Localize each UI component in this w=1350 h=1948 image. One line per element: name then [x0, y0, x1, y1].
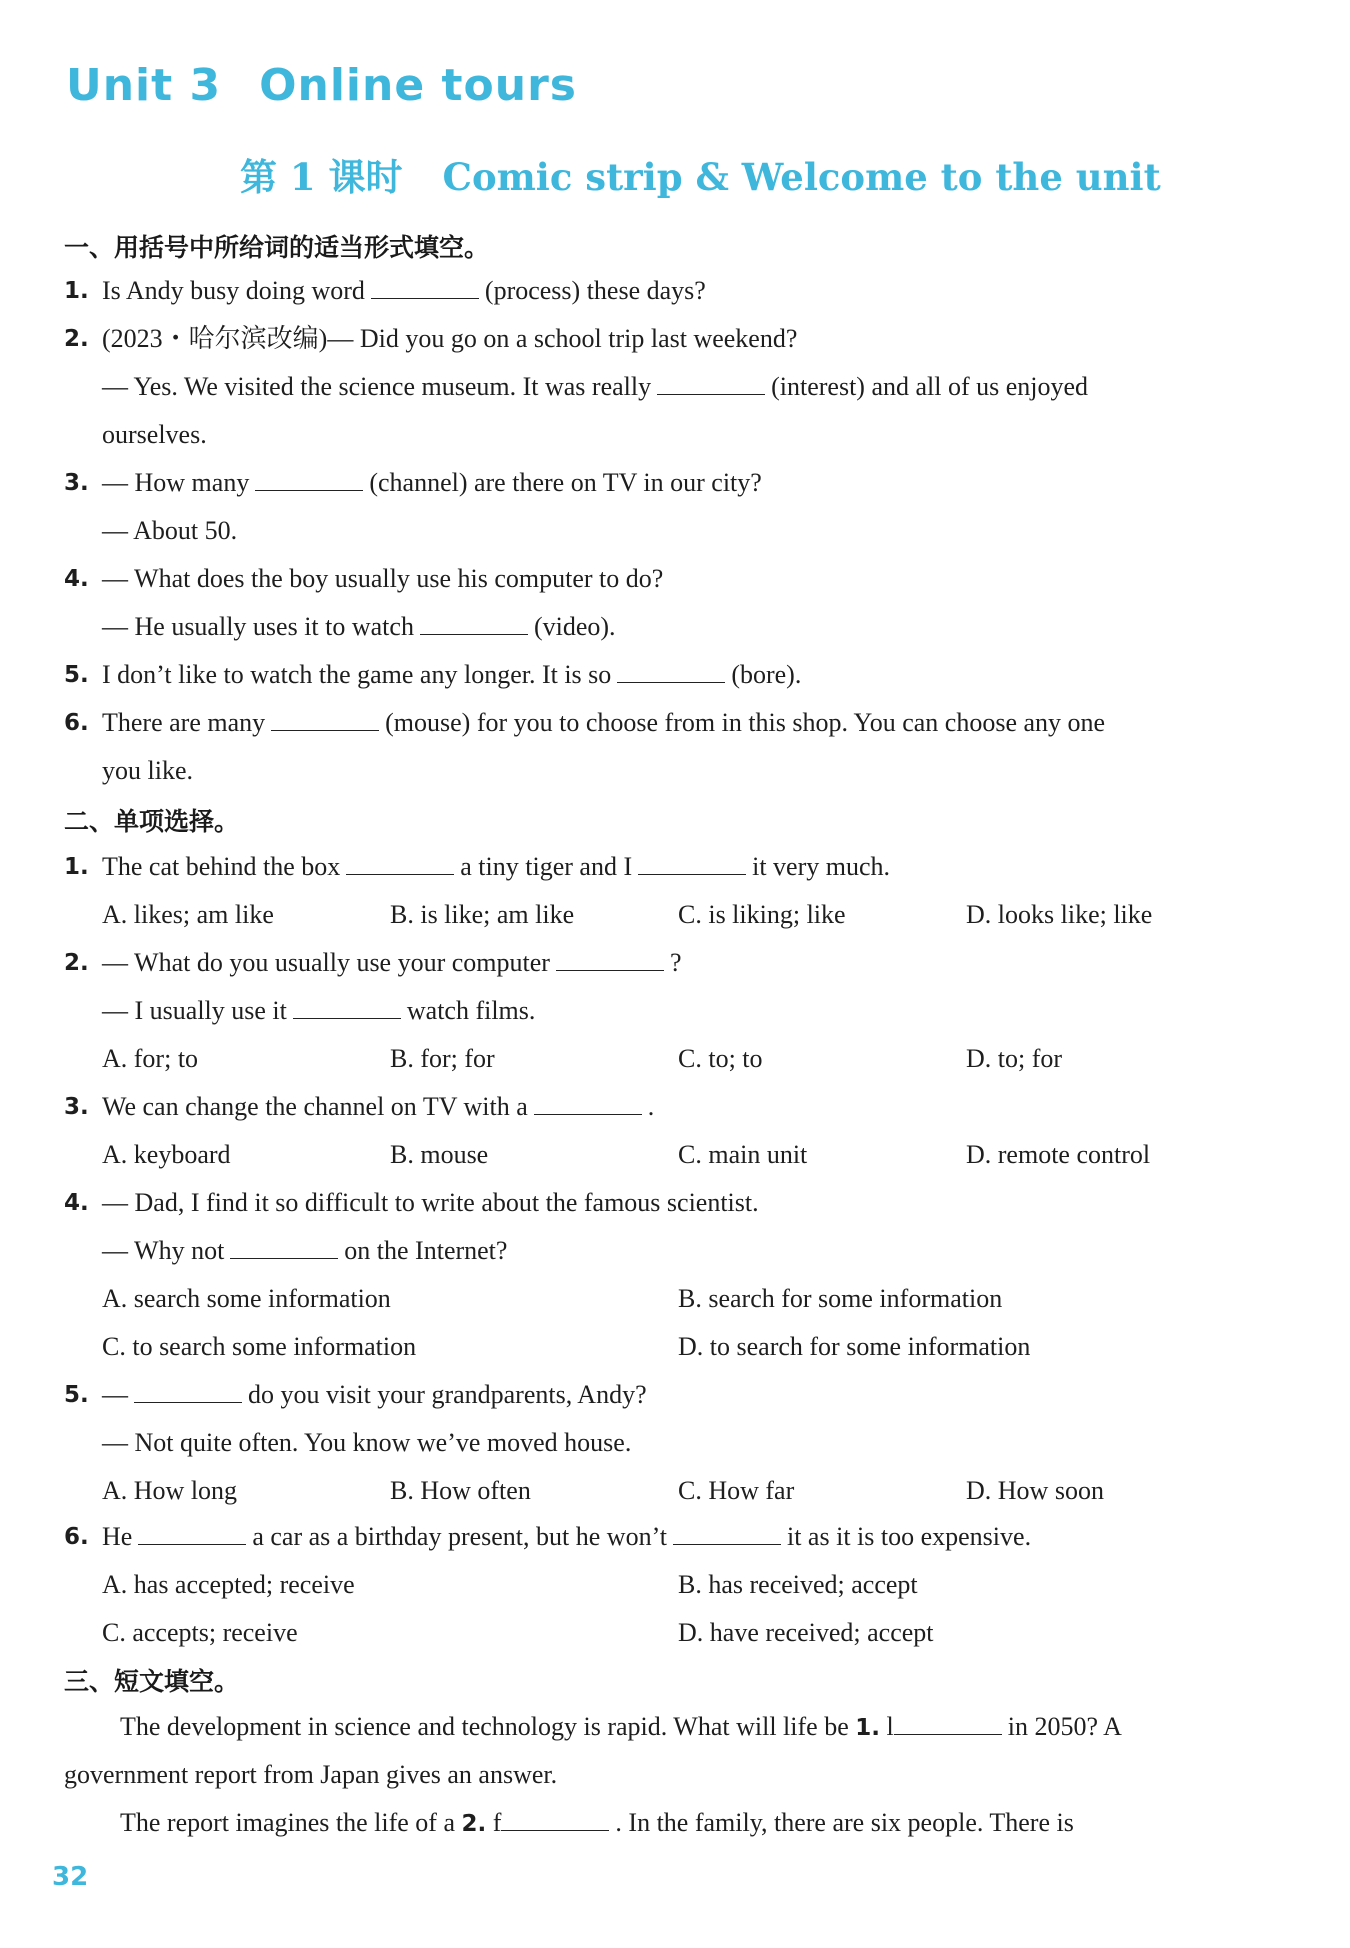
answer-blank: [420, 612, 528, 635]
option-b: B. is like; am like: [390, 900, 575, 929]
s2-q4-number: 4.: [64, 1190, 89, 1216]
s2-q3-pre: We can change the channel on TV with a: [102, 1092, 528, 1121]
s1-q2-line1: (2023・哈尔滨改编)— Did you go on a school trip last weekend?: [102, 324, 798, 353]
section-1-title: 一、用括号中所给词的适当形式填空。: [64, 233, 490, 262]
option-a: A. has accepted; receive: [102, 1570, 355, 1599]
s2-q6-number: 6.: [64, 1524, 89, 1550]
passage-text: The development in science and technology is rapid. What will life be: [120, 1712, 849, 1741]
answer-blank: [638, 852, 746, 875]
s1-q5-text: [102, 658, 801, 692]
option-a: A. keyboard: [102, 1140, 231, 1169]
s2-q3-number: 3.: [64, 1094, 89, 1120]
blank-number: 1.: [855, 1715, 880, 1741]
option-d: D. have received; accept: [678, 1618, 934, 1647]
s2-q4-line1: — Dad, I find it so difficult to write about the famous scientist.: [102, 1188, 759, 1217]
s2-q6-part-b: a car as a birthday present, but he won’t: [252, 1522, 667, 1551]
s1-q1-number: 1.: [64, 278, 89, 304]
lesson-title: [240, 147, 1161, 201]
blank-first-letter: l: [886, 1712, 894, 1741]
s1-q1-pre: Is Andy busy doing word: [102, 276, 365, 305]
answer-blank: [371, 276, 479, 299]
s1-q2-number: 2.: [64, 326, 89, 352]
option-a: A. How long: [102, 1476, 238, 1505]
answer-blank: [534, 1092, 642, 1115]
lesson-number: 第 1 课时: [240, 155, 403, 199]
s2-q1-number: 1.: [64, 854, 89, 880]
s2-q2-pre2: — I usually use it: [102, 996, 287, 1025]
s1-q3-number: 3.: [64, 470, 89, 496]
option-c: C. is liking; like: [678, 900, 846, 929]
s2-q1-part-a: The cat behind the box: [102, 852, 341, 881]
answer-blank: [673, 1522, 781, 1545]
unit-title: [66, 60, 577, 111]
s1-q6-number: 6.: [64, 710, 89, 736]
s1-q3-post: (channel) are there on TV in our city?: [369, 468, 762, 497]
s2-q1-text: [102, 850, 890, 884]
s2-q5-post: do you visit your grandparents, Andy?: [248, 1380, 647, 1409]
s2-q5-line1: [102, 1378, 647, 1412]
option-a: A. search some information: [102, 1284, 391, 1313]
s1-q1-post: (process) these days?: [484, 276, 706, 305]
option-d: D. looks like; like: [966, 900, 1153, 929]
s1-q3-line1: [102, 466, 762, 500]
option-c: C. accepts; receive: [102, 1618, 298, 1647]
passage-line-3: [120, 1806, 1074, 1841]
answer-blank: [556, 948, 664, 971]
s1-q2-line2: [102, 370, 1088, 404]
option-c: C. How far: [678, 1476, 795, 1505]
answer-blank: [255, 468, 363, 491]
option-c: C. to search some information: [102, 1332, 417, 1361]
s1-q4-pre: — He usually uses it to watch: [102, 612, 414, 641]
answer-blank: [230, 1236, 338, 1259]
option-d: D. How soon: [966, 1476, 1104, 1505]
answer-blank: [617, 660, 725, 683]
s2-q5-line2: — Not quite often. You know we’ve moved house.: [102, 1428, 632, 1457]
answer-blank: [894, 1712, 1002, 1735]
s1-q5-post: (bore).: [731, 660, 802, 689]
option-d: D. to; for: [966, 1044, 1063, 1073]
s2-q2-post2: watch films.: [406, 996, 536, 1025]
s1-q2-pre: — Yes. We visited the science museum. It was really: [102, 372, 652, 401]
s1-q5-number: 5.: [64, 662, 89, 688]
unit-number: Unit 3: [66, 60, 222, 111]
s1-q6-line2: you like.: [102, 756, 193, 785]
s2-q5-pre: —: [102, 1380, 128, 1409]
answer-blank: [271, 708, 379, 731]
option-d: D. to search for some information: [678, 1332, 1031, 1361]
passage-line-2: government report from Japan gives an answer.: [64, 1760, 558, 1789]
option-c: C. main unit: [678, 1140, 808, 1169]
s1-q1-text: [102, 274, 706, 308]
s1-q5-pre: I don’t like to watch the game any longer. It is so: [102, 660, 612, 689]
passage-text: The report imagines the life of a: [120, 1808, 455, 1837]
s2-q2-pre1: — What do you usually use your computer: [102, 948, 550, 977]
s2-q6-part-c: it as it is too expensive.: [786, 1522, 1032, 1551]
option-b: B. search for some information: [678, 1284, 1003, 1313]
s2-q1-part-c: it very much.: [752, 852, 891, 881]
answer-blank: [657, 372, 765, 395]
s1-q4-number: 4.: [64, 566, 89, 592]
option-a: A. likes; am like: [102, 900, 274, 929]
s1-q6-line1: [102, 706, 1105, 740]
s1-q3-pre: — How many: [102, 468, 250, 497]
option-b: B. How often: [390, 1476, 531, 1505]
option-d: D. remote control: [966, 1140, 1151, 1169]
option-b: B. has received; accept: [678, 1570, 918, 1599]
s1-q6-pre: There are many: [102, 708, 266, 737]
s2-q1-part-b: a tiny tiger and I: [460, 852, 633, 881]
s2-q6-text: [102, 1520, 1031, 1554]
s2-q2-post1: ?: [669, 948, 682, 977]
passage-text: . In the family, there are six people. There is: [615, 1808, 1074, 1837]
option-b: B. for; for: [390, 1044, 495, 1073]
s2-q2-line2: [102, 994, 535, 1028]
page-number: 32: [52, 1862, 89, 1892]
s1-q4-post: (video).: [533, 612, 616, 641]
answer-blank: [501, 1808, 609, 1831]
blank-number: 2.: [461, 1811, 487, 1837]
option-b: B. mouse: [390, 1140, 489, 1169]
passage-line-1: [120, 1710, 1122, 1745]
unit-name: Online tours: [259, 60, 577, 111]
s1-q3-line2: — About 50.: [102, 516, 238, 545]
s2-q3-post: .: [647, 1092, 655, 1121]
passage-text: in 2050? A: [1007, 1712, 1122, 1741]
blank-first-letter: f: [492, 1808, 502, 1837]
s1-q4-line2: [102, 610, 616, 644]
s1-q2-post: (interest) and all of us enjoyed: [771, 372, 1089, 401]
answer-blank: [134, 1380, 242, 1403]
option-c: C. to; to: [678, 1044, 763, 1073]
answer-blank: [138, 1522, 246, 1545]
s2-q4-pre: — Why not: [102, 1236, 225, 1265]
s2-q4-line2: [102, 1234, 507, 1268]
s2-q3-text: [102, 1090, 654, 1124]
answer-blank: [293, 996, 401, 1019]
s2-q2-number: 2.: [64, 950, 89, 976]
s2-q2-line1: [102, 946, 682, 980]
section-2-title: 二、单项选择。: [64, 807, 240, 836]
lesson-name: Comic strip & Welcome to the unit: [442, 155, 1161, 199]
s1-q4-line1: — What does the boy usually use his computer to do?: [102, 564, 664, 593]
s2-q5-number: 5.: [64, 1382, 89, 1408]
s1-q2-line3: ourselves.: [102, 420, 207, 449]
s1-q6-post: (mouse) for you to choose from in this shop. You can choose any one: [385, 708, 1106, 737]
s2-q4-post: on the Internet?: [344, 1236, 508, 1265]
section-3-title: 三、短文填空。: [64, 1667, 240, 1696]
answer-blank: [346, 852, 454, 875]
option-a: A. for; to: [102, 1044, 199, 1073]
s2-q6-part-a: He: [102, 1522, 133, 1551]
